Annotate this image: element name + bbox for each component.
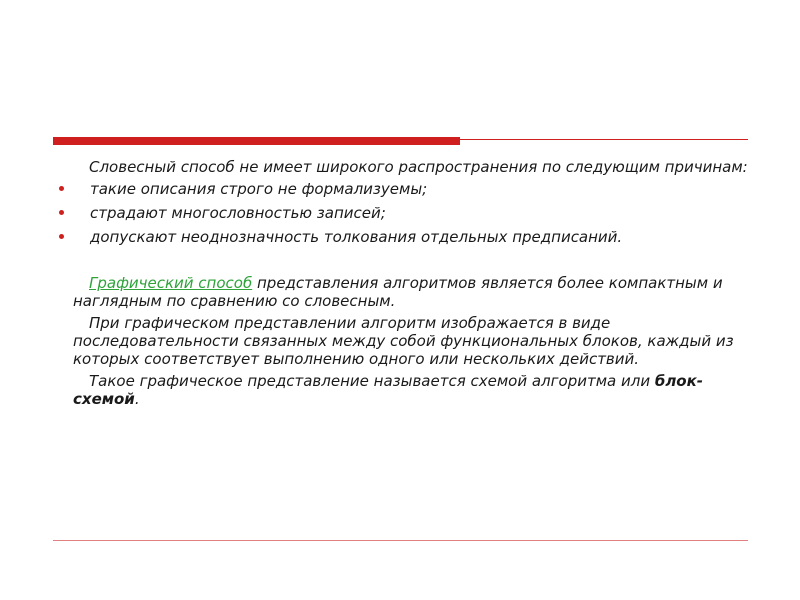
list-item	[73, 204, 753, 222]
conclusion-paragraph	[73, 372, 753, 408]
top-accent-bar	[53, 137, 460, 145]
spacer	[73, 252, 753, 274]
list-item	[73, 228, 753, 246]
list-item-text: страдают многословностью записей;	[90, 204, 386, 222]
top-divider-line	[460, 139, 748, 140]
graphic-method-text: представления алгоритмов является более компактным и наглядным по сравнению со словесным.	[73, 274, 723, 310]
bullet-icon	[59, 234, 64, 239]
list-item-text: допускают неоднозначность толкования отдельных предписаний.	[90, 228, 623, 246]
representation-paragraph: При графическом представлении алгоритм изображается в виде последовательности связанных между собой функциональных блоков, каждый из которых соответствует выполнению одного или нескольких действий.	[73, 314, 734, 368]
conclusion-prefix: Такое графическое представление называется схемой алгоритма или	[89, 372, 655, 390]
conclusion-suffix: .	[134, 390, 140, 408]
intro-paragraph: Словесный способ не имеет широкого распространения по следующим причинам:	[89, 158, 748, 176]
graphic-method-paragraph	[73, 274, 753, 310]
slide-body	[73, 158, 753, 408]
reasons-list	[73, 180, 753, 246]
bullet-icon	[59, 210, 64, 215]
graphic-method-link[interactable]: Графический способ	[89, 274, 253, 292]
list-item-text: такие описания строго не формализуемы;	[90, 180, 428, 198]
bullet-icon	[59, 186, 64, 191]
bottom-divider-line	[53, 540, 748, 541]
flowchart-term: блок-схемой	[73, 372, 704, 408]
list-item	[73, 180, 753, 198]
